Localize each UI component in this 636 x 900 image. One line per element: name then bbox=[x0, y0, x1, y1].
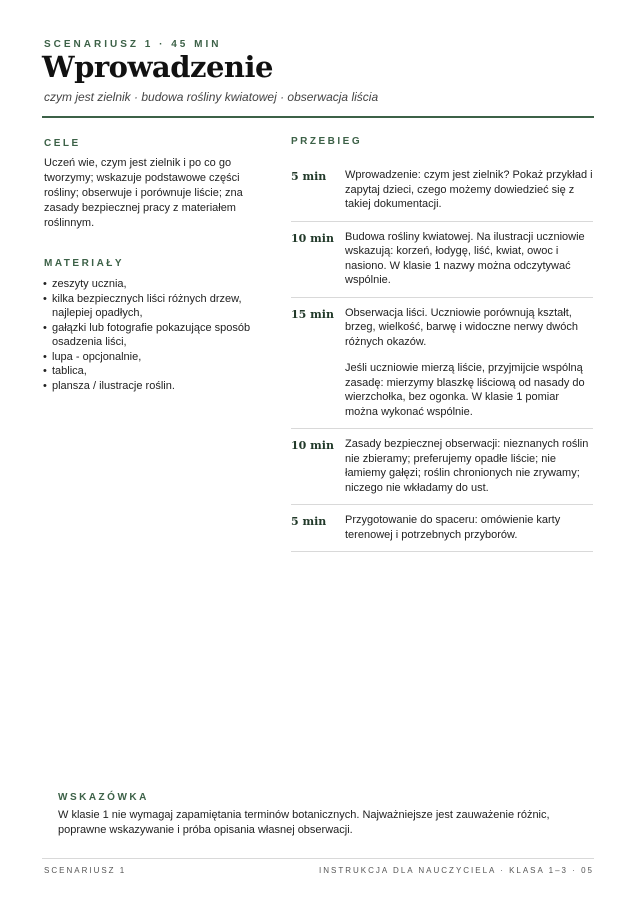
step-paragraph: Zasady bezpiecznej obserwacji: nieznanych roślin nie zbieramy; preferujemy opadłe liście; nie łamiemy gałęzi; roślin chronionych nie zrywamy; niczego nie wkładamy do ust. bbox=[345, 438, 589, 494]
step-paragraph: Przygotowanie do spaceru: omówienie karty terenowej i potrzebnych przyborów. bbox=[345, 514, 561, 541]
process-step bbox=[291, 429, 593, 505]
right-column bbox=[291, 136, 593, 552]
footer-left: SCENARIUSZ 1 bbox=[44, 866, 127, 875]
scenario-eyebrow: SCENARIUSZ 1 · 45 MIN bbox=[44, 39, 222, 50]
step-description bbox=[345, 513, 593, 542]
step-paragraph: Wprowadzenie: czym jest zielnik? Pokaż przykład i zapytaj dzieci, czego możemy dowiedzieć się z takiej dokumentacji. bbox=[345, 169, 593, 210]
step-paragraph: Jeśli uczniowie mierzą liście, przyjmijcie wspólną zasadę: mierzymy blaszkę liściową od nasady do wierzchołka, bez ogonka. W klasie 1 pomiar można wykonać wspólnie. bbox=[345, 362, 585, 418]
materials-list bbox=[43, 277, 254, 393]
step-description bbox=[345, 168, 593, 212]
footer-divider bbox=[42, 858, 594, 859]
tip-text: W klasie 1 nie wymagaj zapamiętania terminów botanicznych. Najważniejsze jest zauważenie różnic, poprawne wskazywanie i próba opisania własnej obserwacji. bbox=[58, 809, 550, 836]
step-paragraph: Budowa rośliny kwiatowej. Na ilustracji uczniowie wskazują: korzeń, łodygę, liść, kwiat, owoc i nasiono. W klasie 1 nazwy można odczytywać wspólnie. bbox=[345, 230, 585, 286]
step-time: 5 min bbox=[291, 515, 327, 528]
step-time: 5 min bbox=[291, 170, 327, 183]
process-step bbox=[291, 298, 593, 430]
process-step bbox=[291, 505, 593, 552]
process-steps bbox=[291, 160, 593, 552]
materials-label: MATERIAŁY bbox=[44, 258, 125, 269]
step-description bbox=[345, 306, 593, 420]
step-time: 10 min bbox=[291, 231, 334, 245]
materials-item: • tablica, bbox=[52, 364, 254, 379]
goals-label: CELE bbox=[44, 138, 81, 149]
footer-right: INSTRUKCJA DLA NAUCZYCIELA · KLASA 1–3 · 05 bbox=[319, 866, 594, 875]
tip-box bbox=[58, 792, 578, 838]
tip-label: WSKAZÓWKA bbox=[58, 792, 149, 803]
step-time: 10 min bbox=[291, 439, 334, 452]
left-column bbox=[44, 136, 254, 393]
process-label: PRZEBIEG bbox=[291, 136, 363, 147]
materials-item: • zeszyty ucznia, bbox=[52, 277, 254, 292]
step-description bbox=[345, 230, 593, 288]
page-title: Wprowadzenie bbox=[42, 50, 273, 84]
process-step bbox=[291, 160, 593, 222]
goals-text: Uczeń wie, czym jest zielnik i po co go tworzymy; wskazuje podstawowe części rośliny; obserwuje i porównuje liście; zna zasady bezpiecznej pracy z materiałem roślinnym. bbox=[44, 157, 243, 229]
page-subtitle: czym jest zielnik · budowa rośliny kwiatowej · obserwacja liścia bbox=[44, 90, 379, 104]
header-divider bbox=[42, 116, 594, 118]
step-time: 15 min bbox=[291, 307, 334, 321]
materials-item: • kilka bezpiecznych liści różnych drzew, najlepiej opadłych, bbox=[52, 292, 254, 321]
process-step bbox=[291, 222, 593, 298]
materials-item: • plansza / ilustracje roślin. bbox=[52, 379, 254, 394]
step-description bbox=[345, 437, 593, 495]
materials-item: • gałązki lub fotografie pokazujące sposób osadzenia liści, bbox=[52, 321, 254, 350]
materials-item: • lupa - opcjonalnie, bbox=[52, 350, 254, 365]
step-paragraph: Obserwacja liści. Uczniowie porównują kształt, brzeg, wielkość, barwę i widoczne nerwy dwóch różnych okazów. bbox=[345, 306, 578, 348]
